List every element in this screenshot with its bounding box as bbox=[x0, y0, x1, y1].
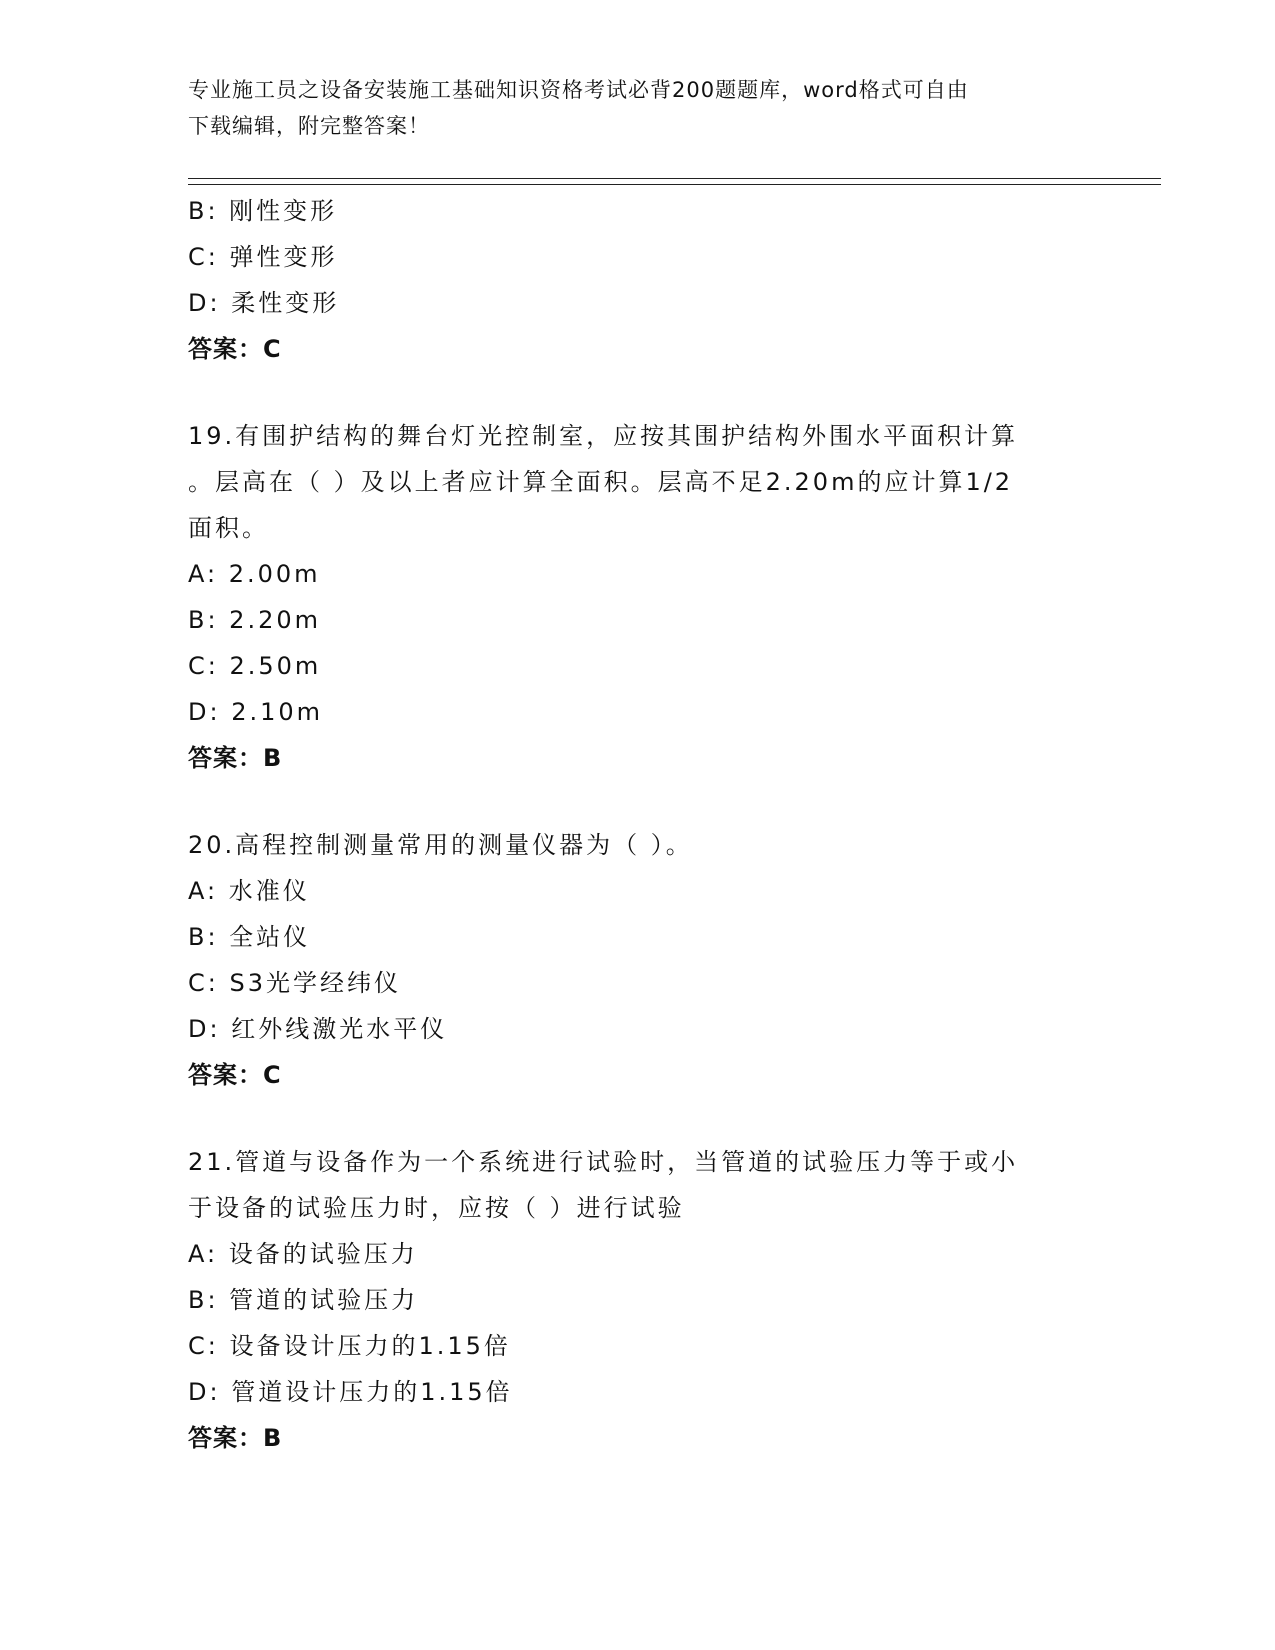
question-block-21 bbox=[188, 1139, 1088, 1461]
header-divider-top bbox=[188, 178, 1161, 179]
option-a: A: 2.00m bbox=[188, 560, 321, 588]
answer-line: 答案：B bbox=[188, 744, 283, 772]
question-block-19 bbox=[188, 413, 1088, 781]
question-spacer bbox=[188, 781, 1088, 822]
question-stem-line: 19.有围护结构的舞台灯光控制室，应按其围护结构外围水平面积计算 bbox=[188, 422, 1019, 450]
option-d: D: 管道设计压力的1.15倍 bbox=[188, 1378, 513, 1406]
option-d: D: 柔性变形 bbox=[188, 289, 340, 317]
header-title-line-2: 下载编辑，附完整答案！ bbox=[188, 114, 430, 138]
question-stem-line: 21.管道与设备作为一个系统进行试验时，当管道的试验压力等于或小 bbox=[188, 1148, 1019, 1176]
option-b: B: 2.20m bbox=[188, 606, 321, 634]
option-a: A: 水准仪 bbox=[188, 877, 310, 905]
option-d: D: 红外线激光水平仪 bbox=[188, 1015, 448, 1043]
question-stem-line: 于设备的试验压力时，应按（ ）进行试验 bbox=[188, 1194, 685, 1222]
option-a: A: 设备的试验压力 bbox=[188, 1240, 418, 1268]
header-divider-bottom bbox=[188, 184, 1161, 185]
question-block-20 bbox=[188, 822, 1088, 1098]
answer-line: 答案：C bbox=[188, 335, 282, 363]
header-title-line-1: 专业施工员之设备安装施工基础知识资格考试必背200题题库，word格式可自由 bbox=[188, 78, 969, 102]
option-c: C: 设备设计压力的1.15倍 bbox=[188, 1332, 511, 1360]
answer-line: 答案：B bbox=[188, 1424, 283, 1452]
answer-line: 答案：C bbox=[188, 1061, 282, 1089]
question-block-18 bbox=[188, 188, 1088, 372]
option-c: C: S3光学经纬仪 bbox=[188, 969, 401, 997]
question-stem-line: 。层高在（ ）及以上者应计算全面积。层高不足2.20m的应计算1/2 bbox=[188, 468, 1014, 496]
option-b: B: 全站仪 bbox=[188, 923, 311, 951]
option-c: C: 弹性变形 bbox=[188, 243, 338, 271]
option-d: D: 2.10m bbox=[188, 698, 324, 726]
option-b: B: 刚性变形 bbox=[188, 197, 338, 225]
question-list bbox=[188, 188, 1088, 1461]
question-spacer bbox=[188, 372, 1088, 413]
option-c: C: 2.50m bbox=[188, 652, 322, 680]
question-stem-line: 面积。 bbox=[188, 514, 269, 542]
document-header bbox=[188, 72, 1068, 144]
option-b: B: 管道的试验压力 bbox=[188, 1286, 419, 1314]
question-spacer bbox=[188, 1098, 1088, 1139]
question-stem-line: 20.高程控制测量常用的测量仪器为（ ）。 bbox=[188, 831, 693, 859]
